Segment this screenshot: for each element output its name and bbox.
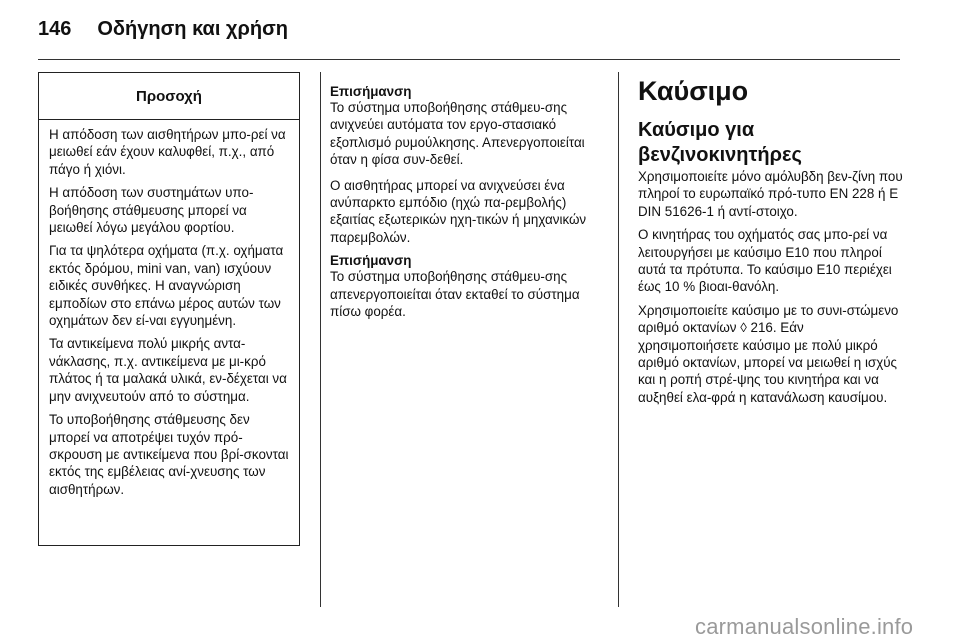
page-header — [38, 18, 288, 50]
caution-box — [38, 72, 300, 546]
fuel-column — [638, 74, 908, 412]
body-paragraph: Ο αισθητήρας μπορεί να ανιχνεύσει ένα ανύπαρκτο εμπόδιο (ηχώ πα-ρεμβολής) εξαιτίας εξωτερικών ηχη-τικών ή μηχανικών παρεμβολών. — [330, 177, 587, 245]
body-paragraph: Χρησιμοποιείτε καύσιμο με το συνι-στώμενο αριθμό οκτανίων ◊ 216. Εάν χρησιμοποιήσετε καύσιμο με πολύ μικρό αριθμό οκτανίων, μπορεί να μειωθεί η ισχύς και η ροπή στρέ-ψης του κινητήρα και να αυξηθεί ελα-φρά η κατανάλωση καυσίμου. — [638, 302, 899, 405]
caution-body — [39, 120, 299, 498]
subsection-heading: Καύσιμο για βενζινοκινητήρες — [638, 119, 802, 166]
caution-paragraph: Η απόδοση των συστημάτων υπο-βοήθησης στάθμευσης μπορεί να μειωθεί λόγω μεγάλου φορτίου. — [49, 185, 254, 236]
note-heading: Επισήμανση — [330, 84, 412, 99]
note-heading: Επισήμανση — [330, 253, 412, 269]
caution-heading: Προσοχή — [39, 73, 299, 120]
caution-paragraph: Το υποβοήθησης στάθμευσης δεν μπορεί να αποτρέψει τυχόν πρό-σκρουση με αντικείμενα που βρί-σκονται εκτός της εμβέλειας ανί-χνευσης των αισθητήρων. — [49, 412, 289, 497]
body-paragraph: Χρησιμοποιείτε μόνο αμόλυβδη βεν-ζίνη που πληροί το ευρωπαϊκό πρό-τυπο EN 228 ή E DIN 51626-1 ή αντί-στοιχο. — [638, 169, 903, 219]
page-number: 146 — [38, 18, 72, 40]
watermark: carmanualsonline.info — [695, 614, 914, 639]
header-divider — [38, 59, 900, 60]
column-divider — [320, 72, 321, 607]
caution-paragraph: Η απόδοση των αισθητήρων μπο-ρεί να μειωθεί εάν έχουν καλυφθεί, π.χ., από πάγο ή χιόνι. — [49, 127, 286, 177]
note-text: Το σύστημα υποβοήθησης στάθμευ-σης ανιχνεύει αυτόματα τον εργο-στασιακό εξοπλισμό ρυμούλκησης. Απενεργοποιείται όταν η φίσα συν-δεθεί. — [330, 100, 585, 168]
page-title: Οδήγηση και χρήση — [97, 18, 288, 40]
caution-paragraph: Τα αντικείμενα πολύ μικρής αντα-νάκλασης, π.χ. αντικείμενα με μι-κρό πλάτος ή τα μαλακά υλικά, εν-δέχεται να μην ανιχνευτούν από το σύστημα. — [49, 336, 287, 404]
section-heading: Καύσιμο — [638, 76, 749, 106]
note-text: Το σύστημα υποβοήθησης στάθμευ-σης απενεργοποιείται όταν εκταθεί το σύστημα πίσω φορέα. — [330, 269, 580, 320]
body-paragraph: Ο κινητήρας του οχήματός σας μπο-ρεί να λειτουργήσει με καύσιμο E10 που πληροί αυτά τα πρότυπα. Το καύσιμο E10 περιέχει έως 10 % βιοαι-θανόλη. — [638, 227, 892, 295]
column-divider — [618, 72, 619, 607]
notes-column — [330, 85, 602, 324]
caution-paragraph: Για τα ψηλότερα οχήματα (π.χ. οχήματα εκτός δρόμου, mini van, van) ισχύουν ειδικές συνθήκες. Η αναγνώριση εμποδίων στο επάνω μέρος αυτών των οχημάτων δεν εί-ναι εγγυημένη. — [49, 243, 284, 329]
